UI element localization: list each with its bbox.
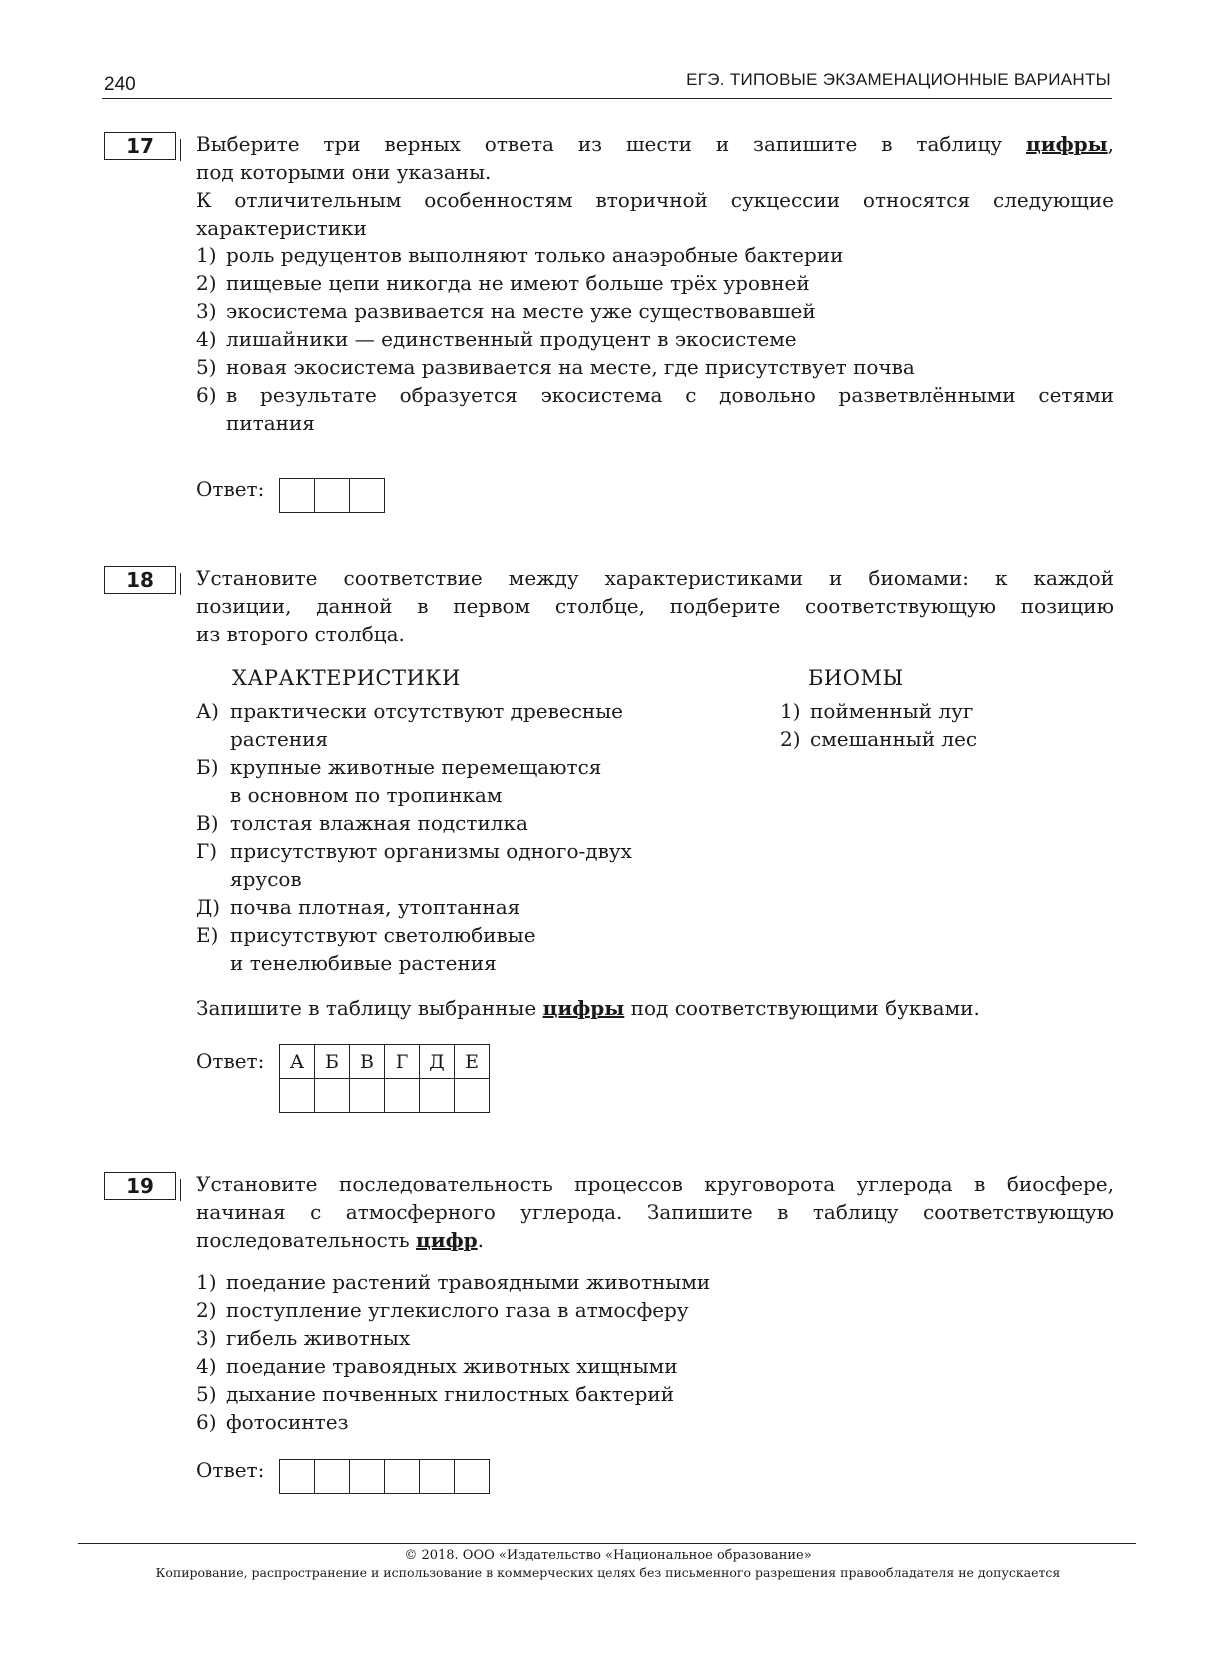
question-17-text (196, 130, 1114, 242)
q19-line-3 (196, 1226, 1114, 1254)
q17-option-5 (196, 353, 1114, 381)
char-D-text: почва плотная, утоптанная (230, 895, 521, 919)
question-19-options (196, 1268, 1114, 1436)
char-V-text: толстая влажная подстилка (230, 811, 528, 835)
q17-option-6-text: в результате образуется экосистема с довольно разветвлёнными сетями (226, 383, 1114, 407)
q18-answer-cell-B[interactable] (315, 1079, 350, 1113)
q17-option-3-number: 3) (196, 299, 217, 323)
q19-option-3 (196, 1324, 1114, 1352)
q17-option-1-number: 1) (196, 243, 217, 267)
q19-option-4-number: 4) (196, 1354, 217, 1378)
char-V-letter: В) (196, 811, 219, 835)
char-E-text: присутствуют светолюбивые (230, 923, 536, 947)
q17-option-1 (196, 241, 1114, 269)
question-19-number: 19 (104, 1172, 176, 1200)
question-17-number: 17 (104, 132, 176, 160)
q19-option-6-text: фотосинтез (226, 1410, 349, 1434)
q19-option-6-number: 6) (196, 1410, 217, 1434)
footer-rule (78, 1543, 1136, 1544)
biome-1-text: пойменный луг (810, 699, 974, 723)
q19-option-2 (196, 1296, 1114, 1324)
q19-answer-cell-6[interactable] (455, 1460, 490, 1494)
characteristic-B (196, 753, 716, 781)
q19-line-3-a: последовательность (196, 1228, 417, 1252)
q17-option-3 (196, 297, 1114, 325)
char-G-text-cont: ярусов (230, 867, 302, 891)
biome-1-number: 1) (780, 699, 801, 723)
q18-instr-c: под соответствующими буквами. (624, 996, 980, 1020)
q18-letter-E: Е (455, 1045, 490, 1079)
q18-letter-V: В (350, 1045, 385, 1079)
biome-2-number: 2) (780, 727, 801, 751)
q17-line-1-a: Выберите три верных ответа из шести и запишите в таблицу (196, 132, 1026, 156)
q18-letter-A: А (280, 1045, 315, 1079)
q19-answer-cell-4[interactable] (385, 1460, 420, 1494)
q17-option-2 (196, 269, 1114, 297)
q19-option-3-text: гибель животных (226, 1326, 411, 1350)
characteristic-A (196, 697, 716, 725)
characteristic-G (196, 837, 716, 865)
q19-option-5-text: дыхание почвенных гнилостных бактерий (226, 1382, 675, 1406)
q18-instruction (196, 994, 1114, 1022)
q17-option-4 (196, 325, 1114, 353)
char-A-text-cont: растения (230, 727, 329, 751)
char-G-letter: Г) (196, 839, 218, 863)
q17-answer-cell-3[interactable] (350, 479, 385, 513)
characteristic-E-cont (196, 949, 716, 977)
question-17-options (196, 241, 1114, 437)
q17-answer-grid (279, 478, 385, 513)
q19-line-1: Установите последовательность процессов круговорота углерода в биосфере, (196, 1172, 1114, 1196)
q19-answer-label: Ответ: (196, 1458, 265, 1482)
q17-answer-cell-1[interactable] (280, 479, 315, 513)
footer-notice: Копирование, распространение и использование в коммерческих целях без письменного разрешения правообладателя не допускается (155, 1565, 1061, 1580)
q17-option-6-text-cont: питания (226, 411, 315, 435)
characteristic-E (196, 921, 716, 949)
char-B-text: крупные животные перемещаются (230, 755, 602, 779)
char-D-letter: Д) (196, 895, 221, 919)
biomes-list (780, 697, 1110, 753)
q19-line-3-c: . (477, 1228, 485, 1252)
q17-option-1-text: роль редуцентов выполняют только анаэробные бактерии (226, 243, 844, 267)
q17-emphasis-digits: цифры (1025, 132, 1108, 156)
q19-answer-grid (279, 1459, 490, 1494)
q17-line-3: К отличительным особенностям вторичной сукцессии относятся следующие (196, 188, 1114, 212)
q19-answer-cell-2[interactable] (315, 1460, 350, 1494)
q19-option-2-number: 2) (196, 1298, 217, 1322)
q17-option-6-continued (196, 409, 1114, 437)
char-E-letter: Е) (196, 923, 219, 947)
characteristics-heading: ХАРАКТЕРИСТИКИ (232, 666, 461, 690)
characteristic-A-cont (196, 725, 716, 753)
char-B-letter: Б) (196, 755, 219, 779)
q19-option-5 (196, 1380, 1114, 1408)
q18-answer-cell-D[interactable] (420, 1079, 455, 1113)
q18-line-1: Установите соответствие между характеристиками и биомами: к каждой (196, 566, 1114, 590)
q19-option-4-text: поедание травоядных животных хищными (226, 1354, 678, 1378)
characteristic-B-cont (196, 781, 716, 809)
q17-answer-label: Ответ: (196, 477, 265, 501)
q18-line-3: из второго столбца. (196, 622, 405, 646)
characteristic-D (196, 893, 716, 921)
q19-answer-cell-3[interactable] (350, 1460, 385, 1494)
q17-option-4-text: лишайники — единственный продуцент в экосистеме (226, 327, 797, 351)
q19-answer-cell-5[interactable] (420, 1460, 455, 1494)
q19-option-4 (196, 1352, 1114, 1380)
q18-answer-cell-G[interactable] (385, 1079, 420, 1113)
q17-option-3-text: экосистема развивается на месте уже существовавшей (226, 299, 816, 323)
q18-letter-G: Г (385, 1045, 420, 1079)
q19-option-1 (196, 1268, 1114, 1296)
q18-letter-B: Б (315, 1045, 350, 1079)
q17-option-2-text: пищевые цепи никогда не имеют больше трёх уровней (226, 271, 810, 295)
q18-line-2: позиции, данной в первом столбце, подберите соответствующую позицию (196, 594, 1114, 618)
q17-option-6-number: 6) (196, 383, 217, 407)
q17-option-2-number: 2) (196, 271, 217, 295)
q18-answer-cell-V[interactable] (350, 1079, 385, 1113)
q18-answer-cell-E[interactable] (455, 1079, 490, 1113)
q18-emphasis-digits: цифры (542, 996, 625, 1020)
question-19-text (196, 1170, 1114, 1254)
q18-instr-a: Запишите в таблицу выбранные (196, 996, 543, 1020)
q17-option-6 (196, 381, 1114, 409)
q17-option-5-text: новая экосистема развивается на месте, где присутствует почва (226, 355, 915, 379)
q19-option-6 (196, 1408, 1114, 1436)
char-E-text-cont: и тенелюбивые растения (230, 951, 497, 975)
characteristics-list (196, 697, 716, 977)
q17-line-1 (196, 130, 1114, 158)
q17-line-4: характеристики (196, 216, 367, 240)
footer-copyright: © 2018. ООО «Издательство «Национальное образование» (404, 1548, 812, 1563)
biomes-heading: БИОМЫ (808, 666, 904, 690)
q18-answer-cell-A[interactable] (280, 1079, 315, 1113)
q19-emphasis-digits: цифр (416, 1228, 478, 1252)
characteristic-V (196, 809, 716, 837)
q17-answer-cell-2[interactable] (315, 479, 350, 513)
biome-1 (780, 697, 1110, 725)
q18-answer-grid (279, 1044, 490, 1113)
q17-line-2: под которыми они указаны. (196, 160, 492, 184)
biome-2 (780, 725, 1110, 753)
q17-option-5-number: 5) (196, 355, 217, 379)
q19-answer-cell-1[interactable] (280, 1460, 315, 1494)
question-18-text (196, 564, 1114, 648)
q19-option-2-text: поступление углекислого газа в атмосферу (226, 1298, 689, 1322)
char-B-text-cont: в основном по тропинкам (230, 783, 503, 807)
characteristic-G-cont (196, 865, 716, 893)
running-title: ЕГЭ. ТИПОВЫЕ ЭКЗАМЕНАЦИОННЫЕ ВАРИАНТЫ (686, 70, 1111, 89)
q17-option-4-number: 4) (196, 327, 217, 351)
page-number: 240 (104, 74, 136, 95)
q19-option-5-number: 5) (196, 1382, 217, 1406)
q19-line-2: начиная с атмосферного углерода. Запишите в таблицу соответствующую (196, 1200, 1114, 1224)
q19-option-3-number: 3) (196, 1326, 217, 1350)
question-18-number: 18 (104, 566, 176, 594)
header-rule (102, 98, 1112, 99)
q18-letter-D: Д (420, 1045, 455, 1079)
q18-answer-label: Ответ: (196, 1049, 265, 1073)
char-G-text: присутствуют организмы одного-двух (230, 839, 632, 863)
char-A-letter: А) (196, 699, 219, 723)
char-A-text: практически отсутствуют древесные (230, 699, 623, 723)
q17-line-1-c: , (1107, 132, 1114, 156)
q19-option-1-text: поедание растений травоядными животными (226, 1270, 711, 1294)
biome-2-text: смешанный лес (810, 727, 978, 751)
q19-option-1-number: 1) (196, 1270, 217, 1294)
